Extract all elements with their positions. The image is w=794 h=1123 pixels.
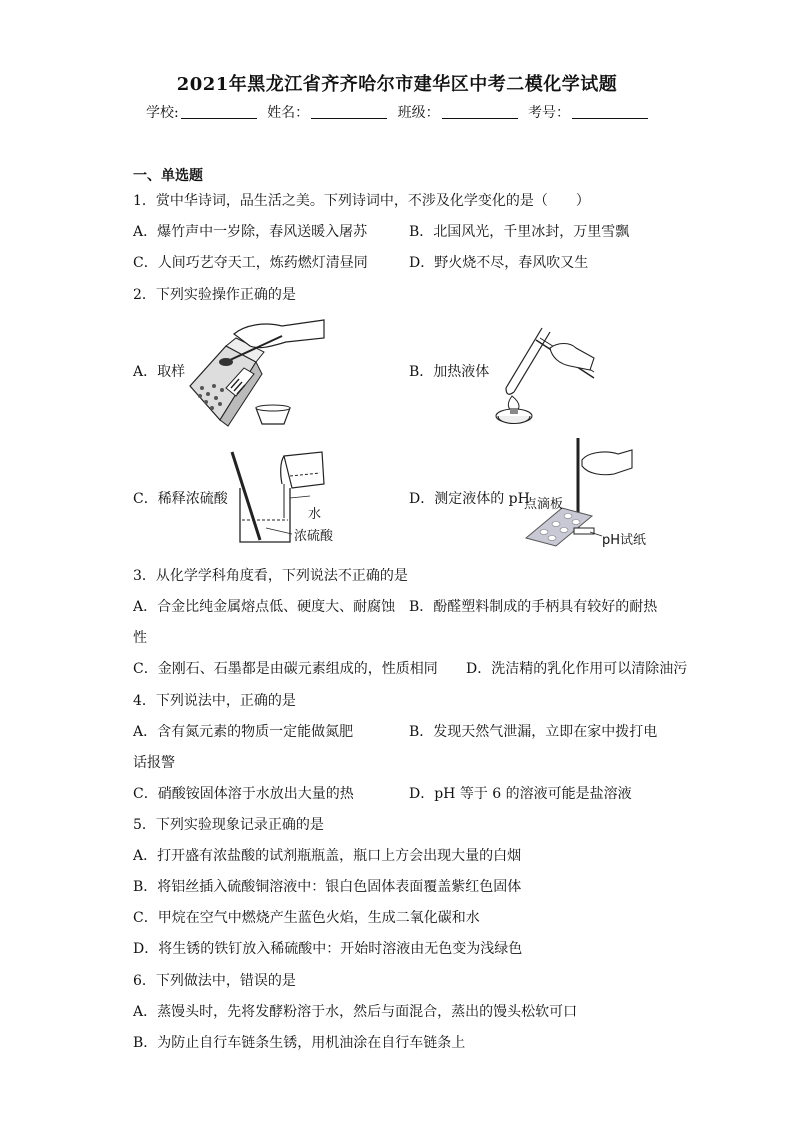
q3-option-b: B．酚醛塑料制成的手柄具有较好的耐热: [409, 599, 658, 615]
q4-option-d: D．pH 等于 6 的溶液可能是盐溶液: [409, 786, 632, 802]
q2-option-a: A．取样: [133, 364, 186, 380]
q5-option-c: C．甲烷在空气中燃烧产生蓝色火焰，生成二氧化碳和水: [133, 910, 480, 926]
class-blank[interactable]: [442, 104, 518, 119]
q1-option-a: A．爆竹声中一岁除，春风送暖入屠苏: [133, 224, 368, 240]
q4-option-c: C．硝酸铵固体溶于水放出大量的热: [133, 786, 354, 802]
q1-option-b: B．北国风光，千里冰封，万里雪飘: [409, 224, 630, 240]
school-blank[interactable]: [181, 104, 257, 119]
q4-stem: 4．下列说法中，正确的是: [133, 693, 296, 709]
q2-option-b: B．加热液体: [409, 364, 490, 380]
dilution-beaker-icon: [226, 448, 356, 548]
q3-stem: 3．从化学学科角度看，下列说法不正确的是: [133, 568, 408, 584]
heating-tube-icon: [490, 318, 600, 428]
q2-option-d: D．测定液体的 pH: [409, 491, 530, 507]
q3-option-d: D．洗洁精的乳化作用可以清除油污: [466, 661, 688, 677]
q3-option-a: A．合金比纯金属熔点低、硬度大、耐腐蚀: [133, 599, 396, 615]
ph-test-plate-icon: [522, 436, 652, 548]
field-class: 班级：: [398, 102, 518, 122]
q3-option-c: C．金刚石、石墨都是由碳元素组成的，性质相同: [133, 661, 438, 677]
q6-option-a: A．蒸馒头时，先将发酵粉溶于水，然后与面混合，蒸出的馒头松软可口: [133, 1004, 578, 1020]
label-water: 水: [308, 507, 322, 522]
q5-option-b: B．将铝丝插入硫酸铜溶液中：银白色固体表面覆盖紫红色固体: [133, 879, 522, 895]
q5-stem: 5．下列实验现象记录正确的是: [133, 817, 324, 833]
name-blank[interactable]: [311, 104, 387, 119]
sample-spoon-bottle-icon: [186, 316, 328, 434]
q6-stem: 6．下列做法中，错误的是: [133, 973, 296, 989]
q5-option-d: D．将生锈的铁钉放入稀硫酸中：开始时溶液由无色变为浅绿色: [133, 941, 523, 957]
q4-option-b: B．发现天然气泄漏，立即在家中拨打电: [409, 724, 658, 740]
q1-option-c: C．人间巧艺夺天工，炼药燃灯清昼同: [133, 255, 368, 271]
q4-option-a: A．含有氮元素的物质一定能做氮肥: [133, 724, 354, 740]
field-name: 姓名：: [267, 102, 387, 122]
field-exam-no: 考号：: [528, 102, 648, 122]
section-heading: 一、单选题: [133, 168, 203, 184]
page-title: 2021年黑龙江省齐齐哈尔市建华区中考二模化学试题: [176, 74, 618, 95]
q1-option-d: D．野火烧不尽，春风吹又生: [409, 255, 589, 271]
label-ph-paper: pH试纸: [602, 533, 647, 548]
q1-stem: 1．赏中华诗词，品生活之美。下列诗词中，不涉及化学变化的是（ ）: [133, 193, 590, 209]
q5-option-a: A．打开盛有浓盐酸的试剂瓶瓶盖，瓶口上方会出现大量的白烟: [133, 848, 522, 864]
q4-option-b-cont: 话报警: [133, 755, 175, 771]
student-info-line: [0, 102, 794, 122]
exam-no-blank[interactable]: [572, 104, 648, 119]
q3-option-b-cont: 性: [133, 630, 147, 646]
label-acid: 浓硫酸: [294, 529, 334, 544]
q2-option-c: C．稀释浓硫酸: [133, 491, 228, 507]
q6-option-b: B．为防止自行车链条生锈，用机油涂在自行车链条上: [133, 1035, 466, 1051]
label-spot-plate: 点滴板: [524, 497, 564, 512]
field-school: 学校:: [146, 102, 257, 122]
q2-stem: 2．下列实验操作正确的是: [133, 287, 296, 303]
